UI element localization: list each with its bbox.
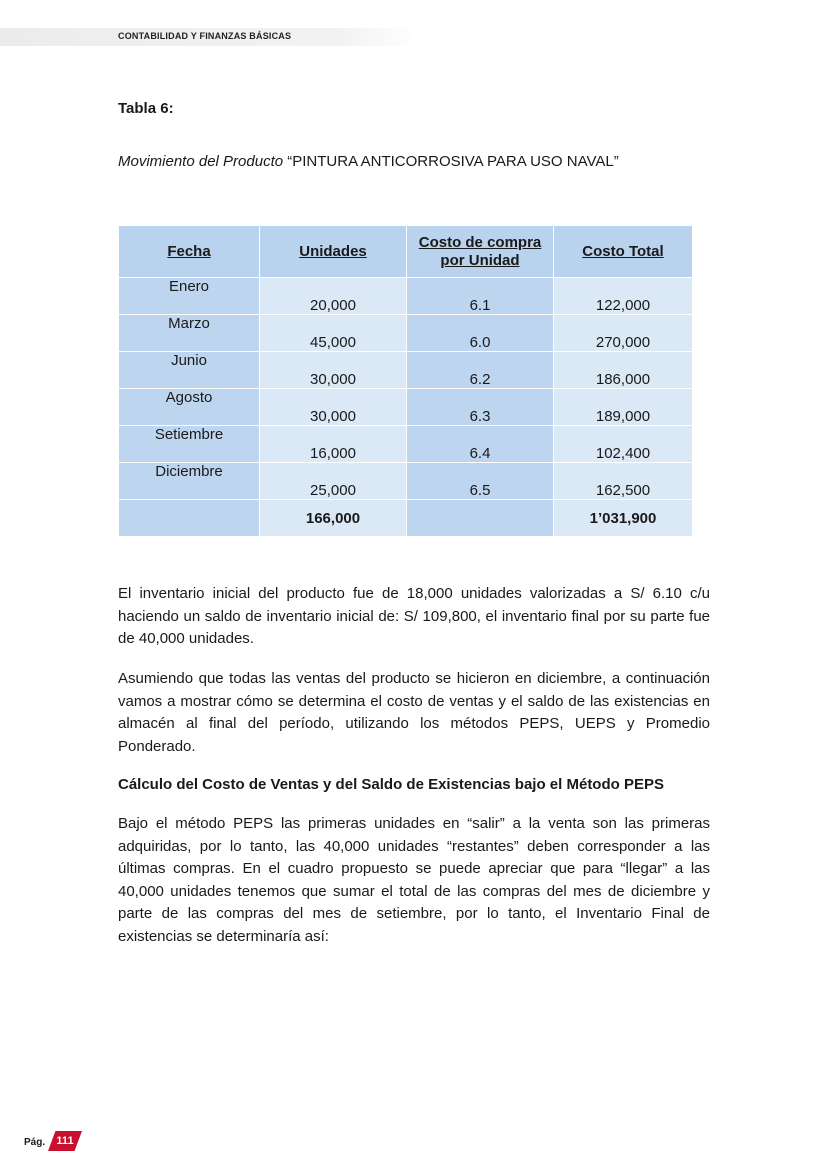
table-total-row: [119, 500, 693, 537]
table-header-row: [119, 226, 693, 278]
cell-fecha: Marzo: [119, 315, 260, 352]
page-number: 111: [56, 1135, 74, 1147]
cell-costo-unitario: 6.3: [407, 389, 554, 426]
header-unidades: Unidades: [260, 226, 407, 278]
subtitle-product: “PINTURA ANTICORROSIVA PARA USO NAVAL”: [283, 153, 619, 170]
total-blank-cell: [407, 500, 554, 537]
cell-unidades: 25,000: [260, 463, 407, 500]
table-subtitle: [118, 153, 619, 170]
cell-fecha: Junio: [119, 352, 260, 389]
product-movement-table: [118, 225, 693, 537]
cell-costo-total: 122,000: [554, 278, 693, 315]
cell-costo-unitario: 6.5: [407, 463, 554, 500]
cell-fecha: Diciembre: [119, 463, 260, 500]
table-row: [119, 426, 693, 463]
table-row: [119, 315, 693, 352]
cell-costo-unitario: 6.4: [407, 426, 554, 463]
cell-unidades: 16,000: [260, 426, 407, 463]
table-row: [119, 389, 693, 426]
header-fecha: Fecha: [119, 226, 260, 278]
table-label: Tabla 6:: [118, 100, 174, 117]
subtitle-italic: Movimiento del Producto: [118, 153, 284, 170]
section-title-peps: Cálculo del Costo de Ventas y del Saldo de Existencias bajo el Método PEPS: [118, 776, 664, 793]
paragraph-inventario-inicial: El inventario inicial del producto fue de 18,000 unidades valorizadas a S/ 6.10 c/u haciendo un saldo de inventario inicial de: S/ 109,800, el inventario final por su parte fue de 40,000 unidades.: [118, 585, 710, 647]
total-costo-total: 1’031,900: [554, 500, 693, 537]
page-label: Pág.: [24, 1137, 46, 1148]
cell-costo-unitario: 6.1: [407, 278, 554, 315]
cell-fecha: Enero: [119, 278, 260, 315]
cell-fecha: Setiembre: [119, 426, 260, 463]
table-row: [119, 278, 693, 315]
paragraph-supuesto-ventas: Asumiendo que todas las ventas del producto se hicieron en diciembre, a continuación vamos a mostrar cómo se determina el costo de ventas y el saldo de las existencias en almacén al final del período, utilizando los métodos PEPS, UEPS y Promedio Ponderado.: [118, 670, 710, 755]
cell-unidades: 45,000: [260, 315, 407, 352]
total-blank-cell: [119, 500, 260, 537]
cell-costo-total: 270,000: [554, 315, 693, 352]
total-unidades: 166,000: [260, 500, 407, 537]
cell-costo-unitario: 6.0: [407, 315, 554, 352]
paragraph-metodo-peps: Bajo el método PEPS las primeras unidades en “salir” a la venta son las primeras adquiridas, por lo tanto, las 40,000 unidades “restantes” deben corresponder a las últimas compras. En el cuadro propuesto se puede apreciar que para “llegar” a las 40,000 unidades tenemos que sumar el total de las compras del mes de diciembre y parte de las compras del mes de setiembre, por lo tanto, el Inventario Final de existencias se determinaría así:: [118, 815, 710, 945]
table-row: [119, 352, 693, 389]
running-header: CONTABILIDAD Y FINANZAS BÁSICAS: [118, 31, 292, 41]
cell-costo-unitario: 6.2: [407, 352, 554, 389]
cell-costo-total: 102,400: [554, 426, 693, 463]
cell-costo-total: 189,000: [554, 389, 693, 426]
table-row: [119, 463, 693, 500]
cell-costo-total: 186,000: [554, 352, 693, 389]
header-costo-unitario: Costo de compra por Unidad: [407, 226, 554, 278]
cell-fecha: Agosto: [119, 389, 260, 426]
cell-unidades: 30,000: [260, 352, 407, 389]
cell-unidades: 30,000: [260, 389, 407, 426]
header-costo-total: Costo Total: [554, 226, 693, 278]
cell-costo-total: 162,500: [554, 463, 693, 500]
cell-unidades: 20,000: [260, 278, 407, 315]
